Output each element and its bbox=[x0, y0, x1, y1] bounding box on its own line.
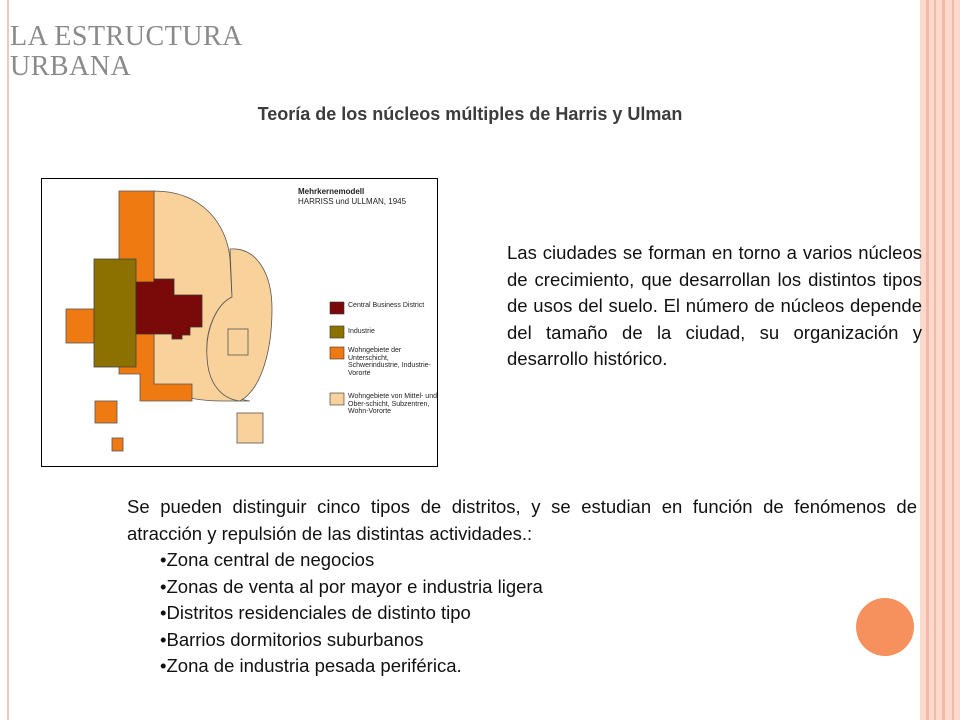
slide-title bbox=[10, 22, 243, 82]
district-item: •Barrios dormitorios suburbanos bbox=[160, 628, 424, 650]
legend-swatch-cbd bbox=[330, 302, 344, 314]
legend-label-industry: Industrie bbox=[348, 328, 375, 335]
slide-title-line-2: URBANA bbox=[10, 51, 132, 82]
slide-subtitle: Teoría de los núcleos múltiples de Harris y Ulman bbox=[257, 104, 683, 124]
industry-zone bbox=[94, 259, 136, 367]
intro-paragraph: Las ciudades se forman en torno a varios núcleos de crecimiento, que desarrollan los distintos tipos de usos del suelo. El número de núcleos depende del tamaño de la ciudad, su organización y desarrollo histórico. bbox=[507, 242, 922, 369]
lower-residential-west bbox=[66, 309, 94, 343]
heavy-industry-suburb-2 bbox=[112, 438, 123, 451]
map-title: Mehrkernemodell bbox=[298, 187, 365, 196]
district-item: •Zona central de negocios bbox=[160, 549, 375, 570]
legend-label-upper-residential: Wohngebiete von Mittel- und Ober-schicht, Subzentren, Wohn-Vororte bbox=[348, 393, 437, 415]
decorative-accent-circle bbox=[856, 598, 914, 656]
multiple-nuclei-map bbox=[42, 179, 437, 466]
legend-swatch-industry bbox=[330, 326, 344, 338]
slide-title-line-1: LA ESTRUCTURA bbox=[10, 21, 243, 52]
legend-swatch-upper-residential bbox=[330, 393, 344, 405]
map-title-block bbox=[298, 187, 406, 207]
legend-label-lower-residential: Wohngebiete der Unterschicht, Schwerindustrie, Industrie-Vororte bbox=[348, 347, 431, 377]
district-item: •Zonas de venta al por mayor e industria ligera bbox=[160, 575, 543, 597]
legend-swatch-lower-residential bbox=[330, 347, 344, 359]
upper-residential-suburb bbox=[237, 413, 263, 443]
districts-list bbox=[127, 547, 917, 680]
upper-residential-subcenter-1 bbox=[228, 329, 248, 355]
district-item: •Distritos residenciales de distinto tipo bbox=[160, 602, 471, 623]
heavy-industry-suburb-1 bbox=[95, 401, 117, 423]
district-item: •Zona de industria pesada periférica. bbox=[160, 655, 462, 676]
multiple-nuclei-map-figure bbox=[41, 178, 438, 467]
legend-label-cbd: Central Business District bbox=[348, 302, 425, 309]
districts-section bbox=[127, 494, 917, 680]
map-subtitle: HARRISS und ULLMAN, 1945 bbox=[298, 197, 407, 206]
districts-lead: Se pueden distinguir cinco tipos de distritos, y se estudian en función de fenómenos de atracción y repulsión de las distintas actividades.: bbox=[127, 496, 917, 544]
